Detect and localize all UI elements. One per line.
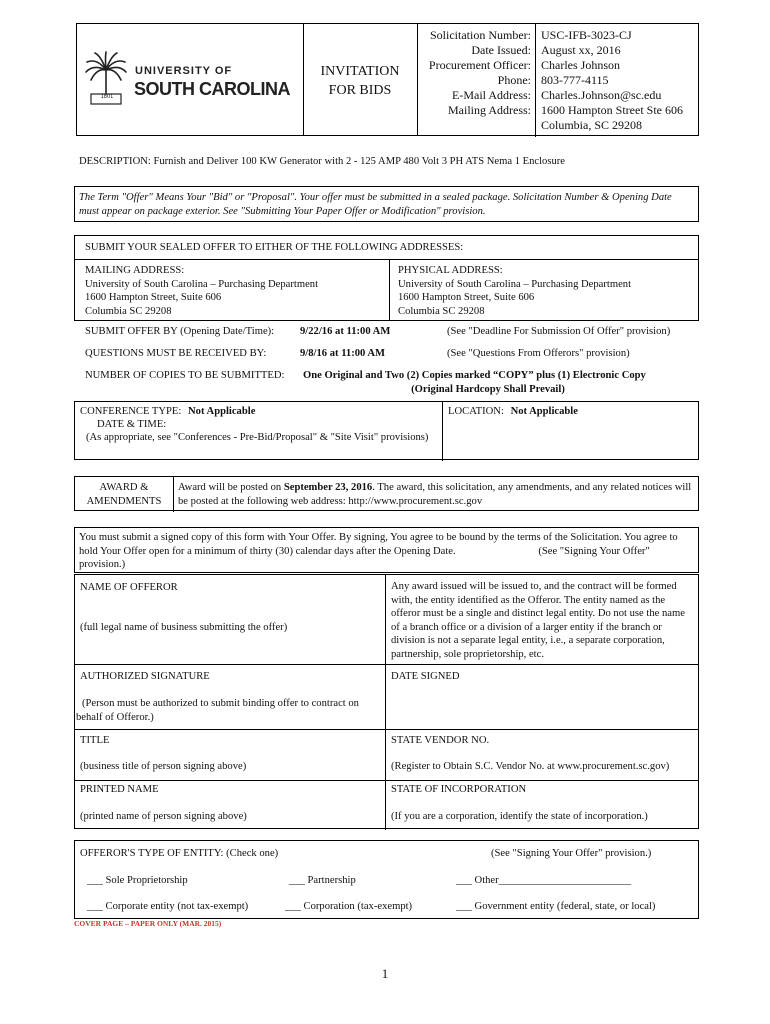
signature-grid	[74, 574, 699, 829]
authorized-signature-field[interactable]	[80, 683, 380, 697]
mailing-label: MAILING ADDRESS:	[85, 265, 185, 276]
offer-deadline-label: SUBMIT OFFER BY (Opening Date/Time):	[85, 326, 275, 337]
printed-name-label: PRINTED NAME	[80, 784, 159, 795]
mailing-address	[85, 264, 385, 318]
sign-intro	[74, 527, 699, 573]
logo-text-line2: SOUTH CAROLINA	[134, 79, 290, 99]
conference-type-value: Not Applicable	[188, 406, 256, 417]
physical-line1: University of South Carolina – Purchasing Department	[398, 278, 632, 290]
submit-addresses-box	[74, 235, 699, 321]
award-label-line1: AWARD &	[99, 482, 149, 493]
copies-value-note-text: (Original Hardcopy Shall Prevail)	[411, 384, 565, 395]
option-sole-proprietorship[interactable]: ___ Sole Proprietorship	[87, 875, 188, 886]
incorporation-label: STATE OF INCORPORATION	[391, 784, 527, 795]
physical-line2: 1600 Hampton Street, Suite 606	[398, 292, 535, 303]
sign-intro-text: You must submit a signed copy of this form with Your Offer. By signing, You agree to be bound by the terms of the Solicitation. You agree to hold Your Offer open for a minimum of thirty (30) calendar days after the Opening Date.	[79, 532, 678, 557]
solicitation-info	[417, 24, 700, 137]
award-date: September 23, 2016	[283, 482, 373, 493]
page-number: 1	[381, 966, 389, 981]
award-label-line2: AMENDMENTS	[86, 495, 162, 507]
date-signed-field[interactable]	[391, 685, 691, 725]
award-text	[178, 481, 693, 508]
incorporation-note: (If you are a corporation, identify the state of incorporation.)	[391, 811, 648, 822]
header-box	[76, 23, 699, 136]
submit-heading: SUBMIT YOUR SEALED OFFER TO EITHER OF THE FOLLOWING ADDRESSES:	[85, 242, 464, 253]
conference-location	[448, 405, 578, 419]
value-phone: 803-777-4115	[541, 73, 609, 87]
offeror-name-note: (full legal name of business submitting the offer)	[80, 622, 288, 633]
title-note: (business title of person signing above)	[80, 761, 247, 772]
label-solicitation-number: Solicitation Number:	[430, 28, 531, 42]
logo-text-line1: UNIVERSITY OF	[135, 65, 233, 77]
date-signed-label: DATE SIGNED	[391, 671, 460, 682]
physical-address	[398, 264, 698, 318]
entity-type-label: OFFEROR'S TYPE OF ENTITY: (Check one)	[80, 848, 279, 859]
mailing-line3: Columbia SC 29208	[85, 305, 172, 317]
conference-type-label: CONFERENCE TYPE:	[80, 406, 182, 417]
option-government-entity[interactable]: ___ Government entity (federal, state, or local)	[456, 901, 656, 912]
value-procurement-officer: Charles Johnson	[541, 58, 620, 72]
offeror-name-label: NAME OF OFFEROR	[80, 582, 178, 593]
award-text-post: . The award, this solicitation, any amendments, and any related notices will be posted at the following web address: http://www.procurement.sc.gov	[178, 482, 692, 507]
printed-name-note: (printed name of person signing above)	[80, 811, 247, 822]
option-corporate-entity[interactable]: ___ Corporate entity (not tax-exempt)	[87, 901, 249, 912]
award-entity-note: Any award issued will be issued to, and the contract will be formed with, the entity identified as the Offeror. The entity named as the offeror must be a single and distinct legal entity. Do not use the name of a branch office or a division of a larger entity if the branch or division is not a separate legal entity, i.e., a separate corporation, partnership, sole proprietorship, etc.	[391, 581, 685, 660]
mailing-line1: University of South Carolina – Purchasing Department	[85, 278, 319, 290]
offer-deadline-value: 9/22/16 at 11:00 AM	[300, 326, 391, 337]
label-date-issued: Date Issued:	[471, 43, 531, 57]
logo-seal-year: 1801	[100, 94, 114, 100]
conference-datetime-label: DATE & TIME:	[97, 419, 167, 430]
offeror-name-field[interactable]	[80, 597, 380, 619]
questions-deadline-note: (See "Questions From Offerors" provision)	[447, 348, 630, 359]
conference-note: (As appropriate, see "Conferences - Pre-Bid/Proposal" & "Site Visit" provisions)	[86, 432, 429, 443]
option-corporation-tax-exempt[interactable]: ___ Corporation (tax-exempt)	[285, 901, 413, 912]
info-values	[541, 28, 701, 133]
title-label: TITLE	[80, 735, 110, 746]
usc-logo	[83, 50, 293, 110]
entity-type-ref: (See "Signing Your Offer" provision.)	[491, 848, 652, 859]
vendor-number-label: STATE VENDOR NO.	[391, 735, 490, 746]
vendor-number-note: (Register to Obtain S.C. Vendor No. at www.procurement.sc.gov)	[391, 761, 670, 772]
value-email[interactable]: Charles.Johnson@sc.edu	[541, 88, 662, 102]
conference-type	[80, 405, 255, 419]
questions-deadline-label: QUESTIONS MUST BE RECEIVED BY:	[85, 348, 267, 359]
award-text-pre: Award will be posted on	[178, 482, 284, 493]
conference-box	[74, 401, 699, 460]
location-label: LOCATION:	[448, 406, 504, 417]
authorized-signature-note: (Person must be authorized to submit binding offer to contract on behalf of Offeror.)	[76, 698, 359, 723]
option-other[interactable]: ___ Other_________________________	[456, 875, 632, 886]
label-email: E-Mail Address:	[452, 88, 531, 102]
label-procurement-officer: Procurement Officer:	[428, 58, 531, 72]
offer-term-note: The Term "Offer" Means Your "Bid" or "Proposal". Your offer must be submitted in a sealed package. Solicitation Number & Opening Date must appear on package exterior. See "Submitting Your Paper Offer or Modification" provision.	[74, 186, 699, 222]
physical-label: PHYSICAL ADDRESS:	[398, 265, 503, 276]
cover-page-note: COVER PAGE – PAPER ONLY (MAR. 2015)	[74, 919, 222, 928]
copies-label: NUMBER OF COPIES TO BE SUBMITTED:	[85, 370, 285, 381]
copies-value: One Original and Two (2) Copies marked “COPY” plus (1) Electronic Copy	[303, 370, 646, 381]
title-line1: INVITATION	[320, 64, 400, 79]
entity-type-box	[74, 840, 699, 919]
value-date-issued: August xx, 2016	[541, 43, 621, 57]
physical-line3: Columbia SC 29208	[398, 305, 485, 317]
copies-value-note	[303, 383, 673, 397]
option-partnership[interactable]: ___ Partnership	[289, 875, 356, 886]
value-mailing-address-2: Columbia, SC 29208	[541, 118, 643, 132]
offer-deadline-note: (See "Deadline For Submission Of Offer" provision)	[447, 326, 671, 337]
title-line2: FOR BIDS	[328, 83, 392, 98]
document-title	[303, 62, 417, 100]
questions-deadline-value: 9/8/16 at 11:00 AM	[300, 348, 386, 359]
award-label	[75, 481, 173, 508]
label-phone: Phone:	[497, 73, 531, 87]
location-value: Not Applicable	[510, 406, 578, 417]
value-mailing-address-1: 1600 Hampton Street Ste 606	[541, 103, 683, 117]
mailing-line2: 1600 Hampton Street, Suite 606	[85, 292, 222, 303]
authorized-signature-label: AUTHORIZED SIGNATURE	[80, 671, 210, 682]
sign-intro-ref: (See "Signing Your Offer" provision.)	[79, 545, 650, 570]
label-mailing-address: Mailing Address:	[448, 103, 531, 117]
value-solicitation-number: USC-IFB-3023-CJ	[541, 28, 632, 42]
award-box	[74, 476, 699, 511]
info-labels	[417, 28, 531, 118]
description: DESCRIPTION: Furnish and Deliver 100 KW Generator with 2 - 125 AMP 480 Volt 3 PH ATS Nema 1 Enclosure	[79, 156, 566, 167]
